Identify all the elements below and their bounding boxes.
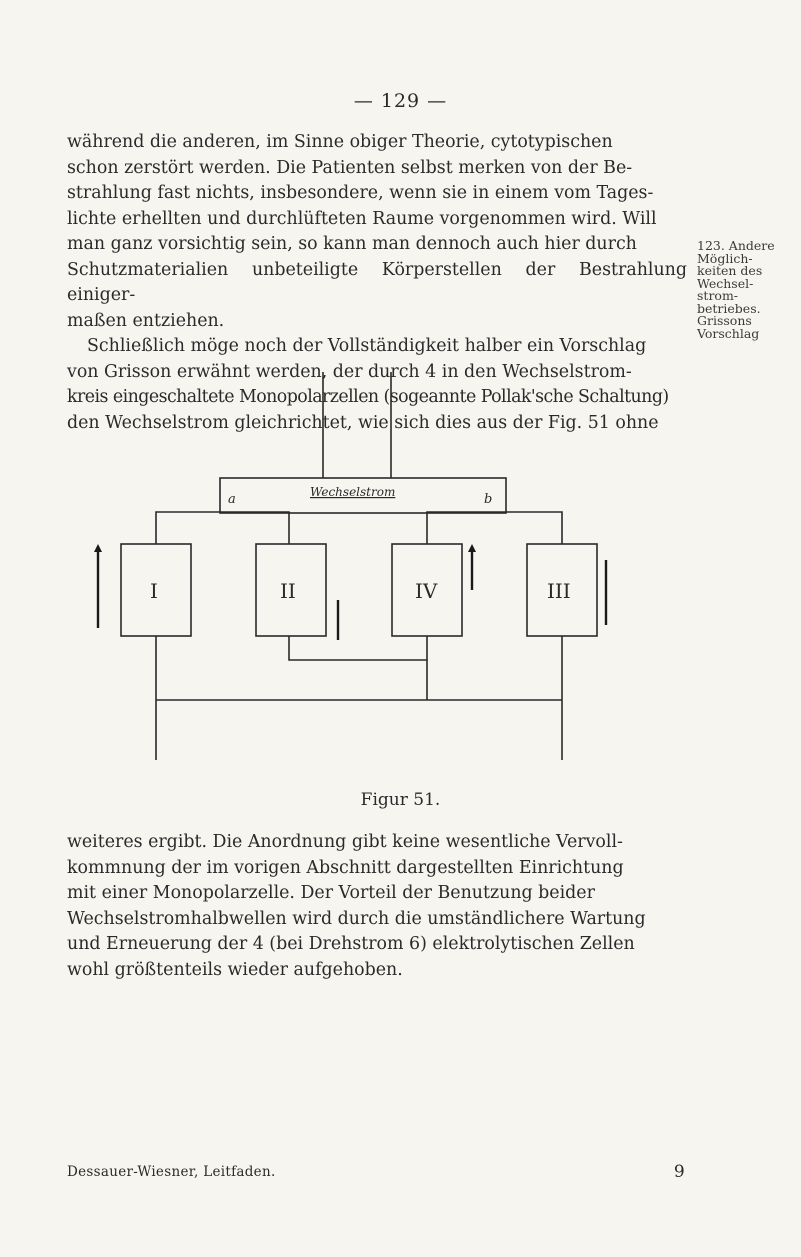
arrowhead (468, 544, 476, 552)
cell-label-III: III (547, 579, 571, 603)
text-line: mit einer Monopolarzelle. Der Vorteil der Benutzung beider (67, 883, 595, 903)
margin-note-line: betriebes. (697, 300, 761, 316)
text-line: von Grisson erwähnt werden, der durch 4 in den Wechselstrom- (67, 361, 632, 382)
text-line: weiteres ergibt. Die Anordnung gibt keine wesentliche Vervoll- (67, 832, 623, 852)
text-line: strahlung fast nichts, insbesondere, wenn sie in einem vom Tages- (67, 183, 654, 203)
cell-label-II: II (280, 579, 296, 603)
paragraph-2 (67, 830, 687, 983)
text-line: Wechselstromhalbwellen wird durch die umständlichere Wartung (67, 908, 646, 929)
footer-text: Dessauer-Wiesner, Leitfaden. (67, 1164, 276, 1180)
page-footer (67, 1164, 685, 1180)
margin-note-line: Wechsel- (697, 275, 754, 291)
label-b: b (484, 492, 493, 507)
margin-note-line: keiten des (697, 263, 763, 278)
text-line: wohl größtenteils wieder aufgehoben. (67, 959, 403, 980)
text-line: den Wechselstrom gleichrichtet, wie sich dies aus der Fig. 51 ohne (67, 412, 659, 433)
text-line: Schutzmaterialien unbeteiligte Körperstellen der Bestrahlung einiger- (67, 259, 687, 305)
label-a: a (228, 492, 236, 507)
text-line: während die anderen, im Sinne obiger Theorie, cytotypischen (67, 132, 613, 152)
text-line: Schließlich möge noch der Vollständigkeit halber ein Vorschlag (87, 336, 647, 356)
wire-a-to-cells (156, 512, 289, 544)
cell-label-IV: IV (415, 579, 438, 603)
text-line: maßen entziehen. (67, 310, 225, 331)
page-number: — 129 — (353, 90, 448, 112)
margin-note-line: strom- (697, 288, 739, 303)
figure-caption: Figur 51. (360, 790, 441, 810)
text-line: und Erneuerung der 4 (bei Drehstrom 6) elektrolytischen Zellen (67, 934, 635, 954)
text-line: kreis eingeschaltete Monopolarzellen (sogeannte Pollak'sche Schaltung) (67, 387, 669, 407)
margin-note-line: 123. Andere (697, 238, 775, 253)
margin-note-line: Grissons (697, 313, 752, 328)
text-line: schon zerstört werden. Die Patienten selbst merken von der Be- (67, 157, 633, 178)
text-line: lichte erhellten und durchlüfteten Raume vorgenommen wird. Will (67, 208, 657, 229)
margin-note-line: Vorschlag (697, 325, 760, 341)
text-line: kommnung der im vorigen Abschnitt dargestellten Einrichtung (67, 857, 624, 878)
text-line: man ganz vorsichtig sein, so kann man dennoch auch hier durch (67, 234, 637, 254)
cell-label-I: I (150, 579, 158, 603)
signature-mark: 9 (673, 1162, 685, 1182)
arrowhead (94, 544, 102, 552)
label-wechselstrom: Wechselstrom (310, 485, 396, 499)
margin-note-line: Möglich- (697, 250, 753, 266)
wire-lower-mid (289, 636, 427, 660)
wire-b-to-cells (427, 512, 562, 544)
